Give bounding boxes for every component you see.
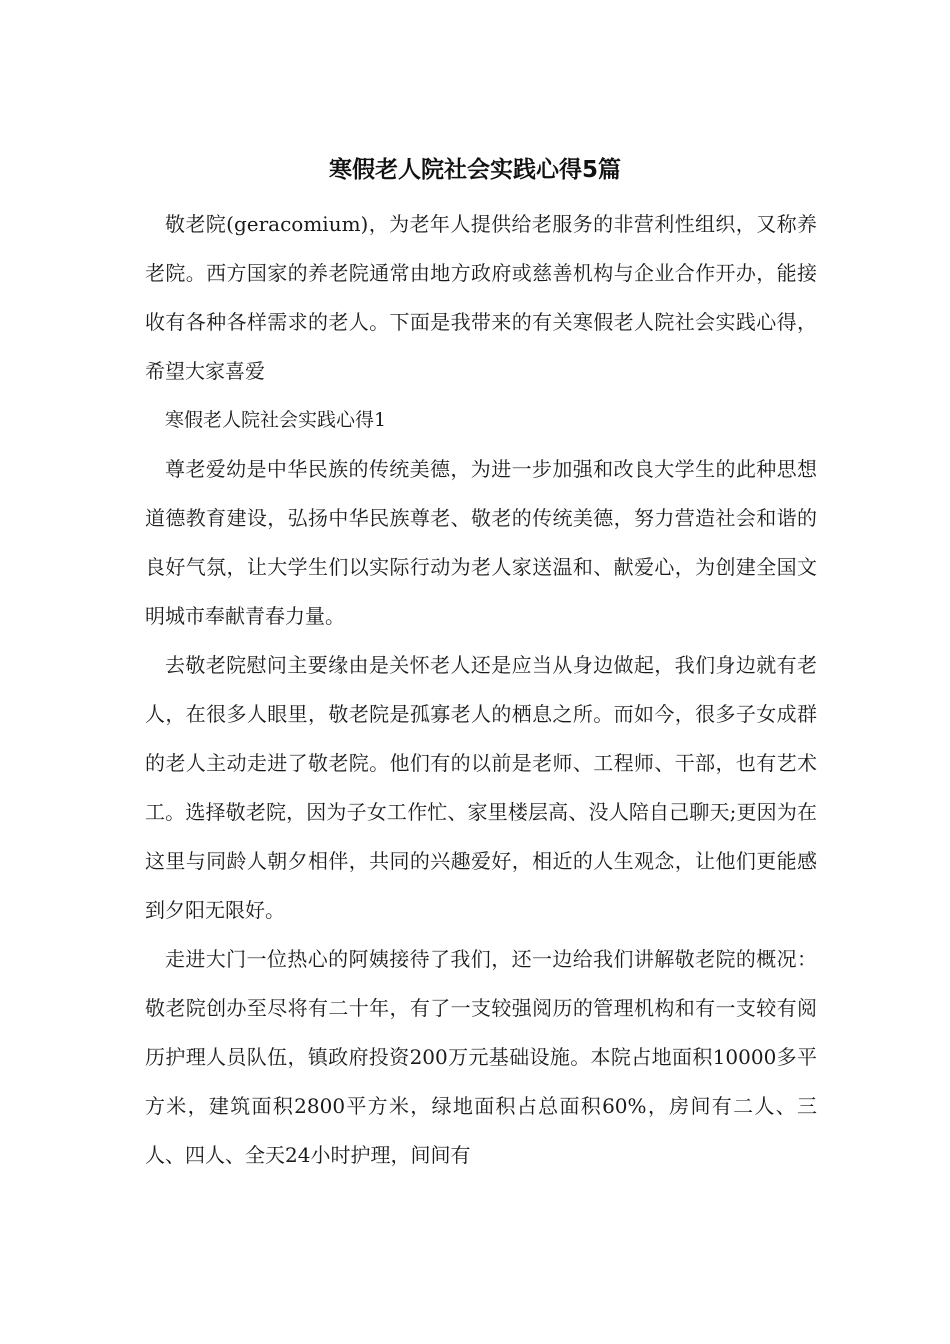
intro-paragraph: 敬老院(geracomium)，为老年人提供给老服务的非营利性组织，又称养老院。西方国家的养老院通常由地方政府或慈善机构与企业合作开办，能接收有各种各样需求的老人。下面是我带来的有关寒假老人院社会实践心得，希望大家喜爱 xyxy=(145,212,817,383)
page-title: 寒假老人院社会实践心得5篇 xyxy=(328,157,621,183)
section-heading: 寒假老人院社会实践心得1 xyxy=(165,409,387,431)
body-paragraph-2: 去敬老院慰问主要缘由是关怀老人还是应当从身边做起，我们身边就有老人，在很多人眼里，敬老院是孤寡老人的栖息之所。而如今，很多子女成群的老人主动走进了敬老院。他们有的以前是老师、工程师、干部，也有艺术工。选择敬老院，因为子女工作忙、家里楼层高、没人陪自己聊天;更因为在这里与同龄人朝夕相伴，共同的兴趣爱好，相近的人生观念，让他们更能感到夕阳无限好。 xyxy=(145,653,817,922)
document-body xyxy=(145,200,817,1180)
body-paragraph-1: 尊老爱幼是中华民族的传统美德，为进一步加强和改良大学生的此种思想道德教育建设，弘扬中华民族尊老、敬老的传统美德，努力营造社会和谐的良好气氛，让大学生们以实际行动为老人家送温和、献爱心，为创建全国文明城市奉献青春力量。 xyxy=(145,457,817,628)
body-paragraph-3: 走进大门一位热心的阿姨接待了我们，还一边给我们讲解敬老院的概况：敬老院创办至尽将有二十年，有了一支较强阅历的管理机构和有一支较有阅历护理人员队伍，镇政府投资200万元基础设施。本院占地面积10000多平方米，建筑面积2800平方米，绿地面积占总面积60%，房间有二人、三人、四人、全天24小时护理，间间有 xyxy=(145,947,817,1167)
